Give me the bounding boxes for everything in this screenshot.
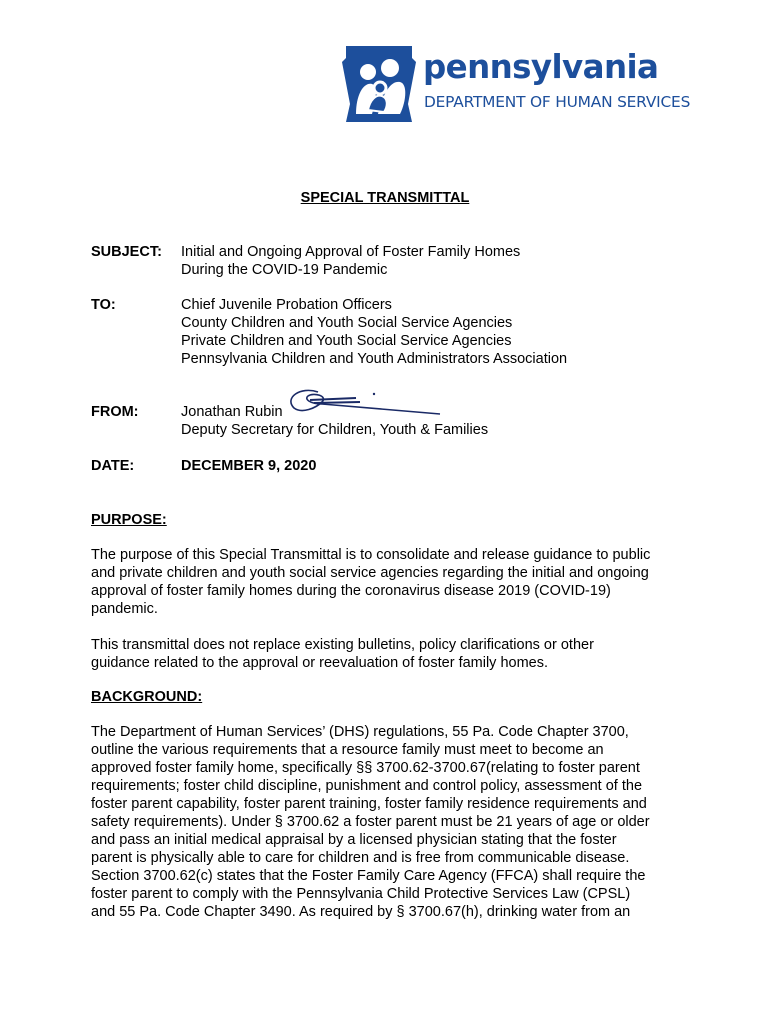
text-line: guidance related to the approval or reevaluation of foster family homes. bbox=[91, 655, 549, 671]
from-label: FROM: bbox=[91, 404, 139, 420]
text-line: and private children and youth social service agencies regarding the initial and ongoing bbox=[91, 565, 649, 581]
text-line: requirements; foster child discipline, punishment and control policy, assessment of the bbox=[91, 778, 643, 794]
date-value: DECEMBER 9, 2020 bbox=[181, 458, 317, 474]
text-line: and 55 Pa. Code Chapter 3490. As required by § 3700.67(h), drinking water from an bbox=[91, 904, 631, 920]
text-line: and pass an initial medical appraisal by a licensed physician stating that the foster bbox=[91, 832, 617, 848]
to-line-4: Pennsylvania Children and Youth Administrators Association bbox=[181, 351, 568, 367]
text-line: pandemic. bbox=[91, 601, 158, 617]
from-name: Jonathan Rubin bbox=[181, 404, 283, 420]
text-line: outline the various requirements that a resource family must meet to become an bbox=[91, 742, 604, 758]
to-line-2: County Children and Youth Social Service Agencies bbox=[181, 315, 513, 331]
logo-name: pennsylvania bbox=[423, 48, 659, 86]
background-heading: BACKGROUND: bbox=[91, 689, 203, 705]
purpose-paragraph-1 bbox=[91, 546, 691, 618]
text-line: parent is physically able to care for children and is free from communicable disease. bbox=[91, 850, 630, 866]
text-line: Section 3700.62(c) states that the Foster Family Care Agency (FFCA) shall require the bbox=[91, 868, 646, 884]
text-line: foster parent to comply with the Pennsylvania Child Protective Services Law (CPSL) bbox=[91, 886, 631, 902]
text-line: The Department of Human Services’ (DHS) regulations, 55 Pa. Code Chapter 3700, bbox=[91, 724, 629, 740]
date-label: DATE: bbox=[91, 458, 135, 474]
to-label: TO: bbox=[91, 297, 116, 313]
text-line: approval of foster family homes during the coronavirus disease 2019 (COVID-19) bbox=[91, 583, 611, 599]
keystone-family-icon bbox=[342, 44, 416, 124]
text-line: foster parent capability, foster parent training, foster family residence requirements and bbox=[91, 796, 647, 812]
text-line: approved foster family home, specifically §§ 3700.62-3700.67(relating to foster parent bbox=[91, 760, 640, 776]
logo-subtitle: DEPARTMENT OF HUMAN SERVICES bbox=[424, 93, 691, 111]
subject-line-1: Initial and Ongoing Approval of Foster Family Homes bbox=[181, 244, 521, 260]
to-line-1: Chief Juvenile Probation Officers bbox=[181, 297, 392, 313]
background-paragraph bbox=[91, 723, 691, 921]
document-title: SPECIAL TRANSMITTAL bbox=[300, 190, 470, 206]
text-line: The purpose of this Special Transmittal is to consolidate and release guidance to public bbox=[91, 547, 651, 563]
signature-scribble bbox=[270, 380, 445, 420]
from-title: Deputy Secretary for Children, Youth & Families bbox=[181, 422, 489, 438]
subject-label: SUBJECT: bbox=[91, 244, 162, 260]
purpose-heading: PURPOSE: bbox=[91, 512, 167, 528]
text-line: safety requirements). Under § 3700.62 a foster parent must be 21 years of age or older bbox=[91, 814, 650, 830]
to-line-3: Private Children and Youth Social Service Agencies bbox=[181, 333, 512, 349]
dhs-logo bbox=[342, 44, 691, 124]
text-line: This transmittal does not replace existing bulletins, policy clarifications or other bbox=[91, 637, 594, 653]
subject-line-2: During the COVID-19 Pandemic bbox=[181, 262, 388, 278]
purpose-paragraph-2 bbox=[91, 636, 691, 672]
